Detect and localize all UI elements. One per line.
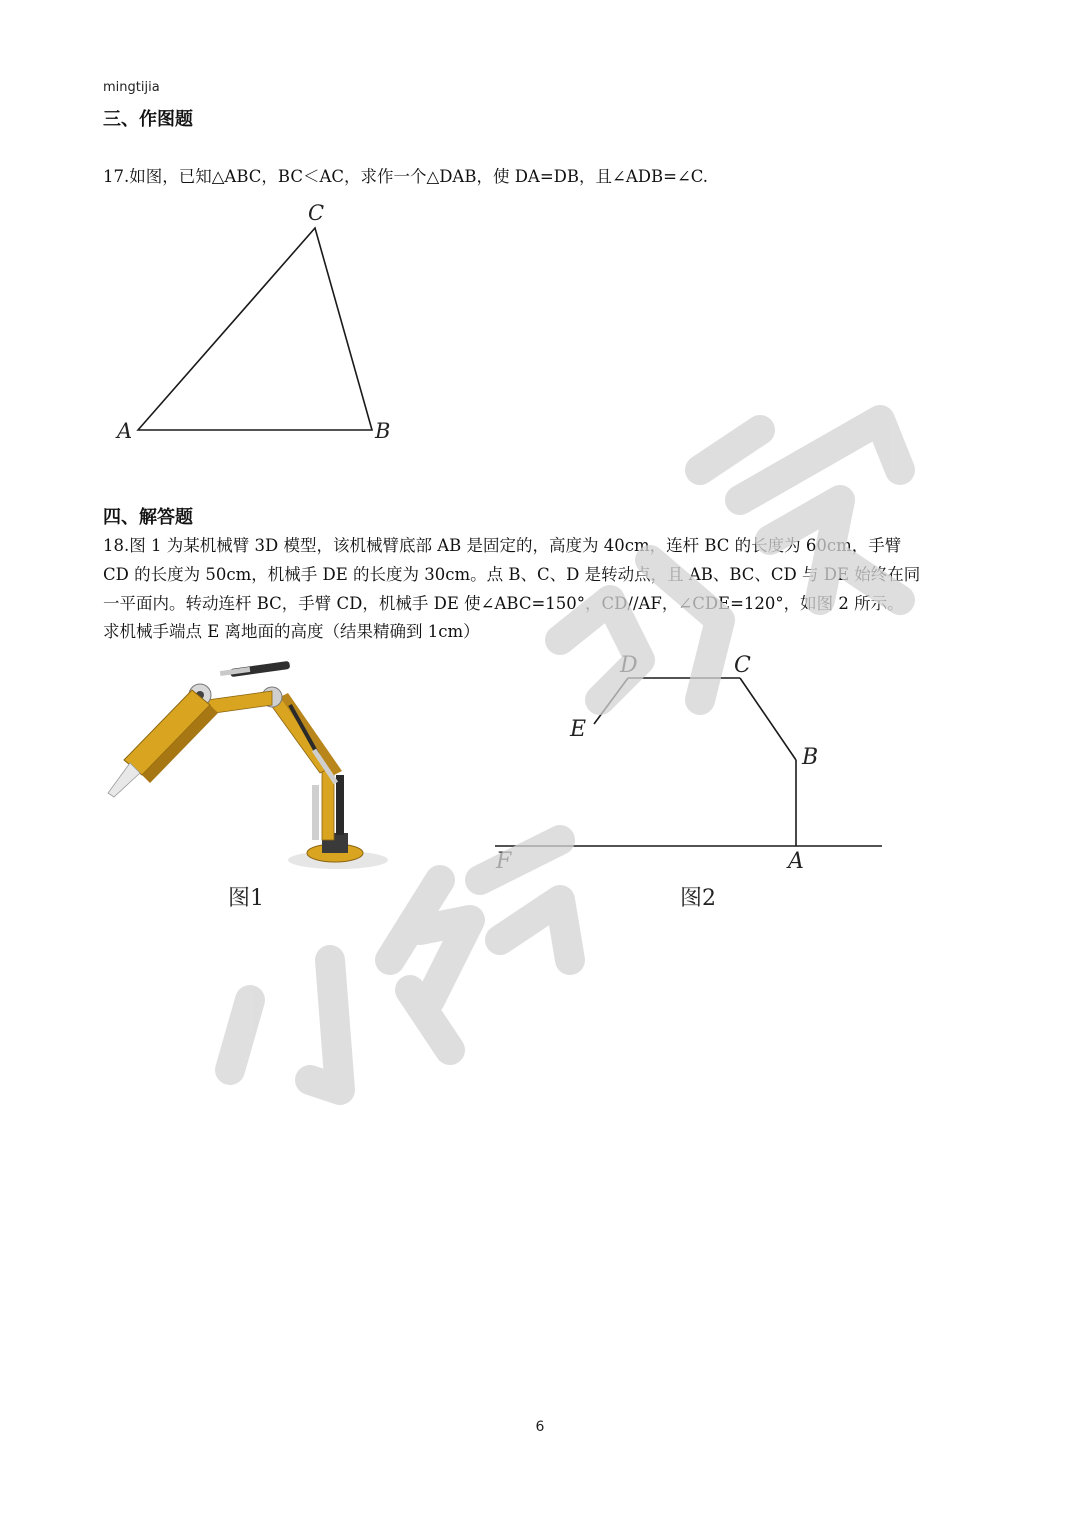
watermark-stroke (700, 430, 760, 470)
watermark-stroke (410, 990, 450, 1050)
watermark-stroke (420, 920, 470, 1000)
header-tag: mingtijia (103, 80, 160, 95)
watermark-stroke (390, 880, 440, 960)
robot-arm-illustration (100, 655, 390, 875)
question-18-line-2: CD 的长度为 50cm，机械手 DE 的长度为 30cm。点 B、C、D 是转动点，且 AB、BC、CD 与 DE 始终在同 (103, 565, 921, 584)
watermark-stroke (310, 960, 340, 1090)
label-a: A (117, 419, 133, 443)
watermark-stroke (230, 1000, 250, 1070)
arm-schematic-figure (490, 648, 890, 878)
triangle-abc (138, 228, 372, 430)
segment-bc (740, 678, 796, 760)
label-f: F (496, 849, 512, 874)
label-b: B (375, 419, 391, 443)
label-d: D (620, 653, 638, 678)
page-number: 6 (535, 1419, 545, 1435)
question-17-text: 17.如图，已知△ABC，BC＜AC，求作一个△DAB，使 DA=DB，且∠ADB=∠C. (103, 167, 709, 186)
question-18-line-1: 18.图 1 为某机械臂 3D 模型，该机械臂底部 AB 是固定的，高度为 40cm，连杆 BC 的长度为 60cm，手臂 (103, 536, 902, 555)
question-18-line-3: 一平面内。转动连杆 BC，手臂 CD，机械手 DE 使∠ABC=150°，CD//AF，∠CDE=120°，如图 2 所示。 (103, 594, 904, 613)
chisel-tip (108, 763, 140, 797)
lower-piston (312, 785, 319, 840)
label-e: E (570, 717, 587, 742)
triangle-abc-figure (100, 195, 420, 450)
figure-1-caption: 图1 (228, 886, 264, 911)
label-b2: B (802, 745, 819, 770)
section-title-answer: 四、解答题 (103, 507, 193, 528)
segment-de (594, 678, 628, 724)
section-title-drawing: 三、作图题 (103, 109, 193, 130)
watermark-stroke (500, 900, 570, 960)
figure-2-caption: 图2 (680, 886, 716, 911)
label-c2: C (734, 653, 751, 678)
label-c: C (308, 201, 325, 225)
main-boom-side (280, 693, 342, 775)
lower-hydraulic (336, 775, 344, 835)
label-a2: A (788, 849, 804, 874)
question-18-line-4: 求机械手端点 E 离地面的高度（结果精确到 1cm） (103, 622, 480, 641)
watermark-stroke (740, 420, 900, 500)
